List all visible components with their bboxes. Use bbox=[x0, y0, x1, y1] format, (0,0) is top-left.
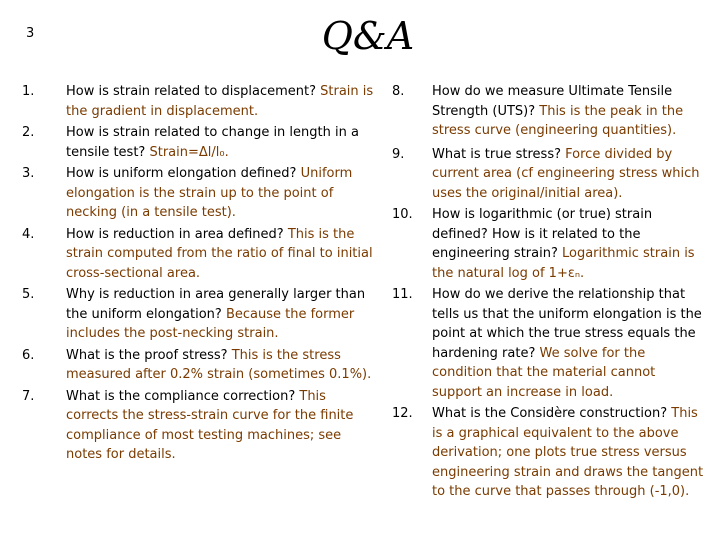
qa-item bbox=[392, 404, 704, 502]
left-column bbox=[22, 82, 380, 467]
qa-item bbox=[392, 145, 704, 204]
qa-number: 8. bbox=[392, 84, 405, 99]
qa-question: What is the proof stress? bbox=[66, 347, 228, 363]
qa-number: 4. bbox=[22, 226, 35, 242]
qa-question: How do we derive the relationship that tells us that the uniform elongation is the point at which the true stress equals the hardening rate? bbox=[432, 287, 702, 361]
qa-number: 6. bbox=[22, 347, 35, 363]
qa-answer: This corrects the stress-strain curve for the finite compliance of most testing machines; see notes for details. bbox=[66, 388, 354, 462]
qa-answer: This is a graphical equivalent to the above derivation; one plots true stress versus engineering strain and draws the tangent to the curve that passes through (-1,0). bbox=[432, 406, 704, 499]
qa-question: How is strain related to displacement? bbox=[66, 84, 316, 99]
qa-item bbox=[392, 205, 704, 283]
qa-item bbox=[392, 82, 704, 141]
qa-number: 1. bbox=[22, 84, 35, 99]
qa-number: 5. bbox=[22, 287, 35, 302]
qa-number: 2. bbox=[22, 125, 35, 140]
qa-question: How is uniform elongation defined? bbox=[66, 166, 297, 181]
slide-title: Q&A bbox=[321, 14, 415, 58]
qa-item bbox=[22, 123, 380, 162]
qa-number: 12. bbox=[392, 406, 413, 421]
qa-answer: We solve for the condition that the material cannot support an increase in load. bbox=[432, 345, 656, 400]
qa-answer: Because the former includes the post-necking strain. bbox=[66, 306, 355, 341]
qa-item bbox=[22, 82, 380, 121]
qa-question: What is true stress? bbox=[432, 146, 561, 162]
qa-answer: This is the stress measured after 0.2% strain (sometimes 0.1%). bbox=[66, 347, 372, 382]
right-column bbox=[392, 82, 704, 504]
qa-question: How is logarithmic (or true) strain defined? How is it related to the engineering strain? bbox=[432, 207, 653, 261]
qa-item bbox=[22, 164, 380, 223]
qa-question: How do we measure Ultimate Tensile Strength (UTS)? bbox=[432, 84, 673, 119]
qa-question: How is reduction in area defined? bbox=[66, 226, 284, 242]
qa-question: What is the compliance correction? bbox=[66, 388, 296, 404]
qa-number: 9. bbox=[392, 146, 405, 162]
qa-item bbox=[22, 225, 380, 284]
qa-question: How is strain related to change in length in a tensile test? bbox=[66, 125, 359, 160]
slide-number: 3 bbox=[26, 26, 35, 41]
qa-number: 3. bbox=[22, 166, 35, 181]
qa-question: What is the Considère construction? bbox=[432, 406, 668, 421]
qa-answer: Strain=Δl/l₀. bbox=[149, 144, 229, 160]
qa-answer: Logarithmic strain is the natural log of 1+εₙ. bbox=[432, 246, 695, 281]
qa-number: 10. bbox=[392, 207, 413, 222]
qa-answer: Strain is the gradient in displacement. bbox=[66, 84, 374, 119]
qa-answer: Force divided by current area (cf engineering stress which uses the original/initial area). bbox=[432, 146, 700, 201]
qa-answer: This is the strain computed from the ratio of final to initial cross-sectional area. bbox=[66, 226, 373, 281]
qa-item bbox=[392, 285, 704, 402]
qa-answer: This is the peak in the stress curve (engineering quantities). bbox=[432, 103, 684, 138]
qa-question: Why is reduction in area generally larger than the uniform elongation? bbox=[66, 287, 366, 322]
qa-item bbox=[22, 346, 380, 385]
qa-number: 11. bbox=[392, 287, 413, 302]
qa-item bbox=[22, 387, 380, 465]
qa-answer: Uniform elongation is the strain up to the point of necking (in a tensile test). bbox=[66, 166, 353, 220]
qa-number: 7. bbox=[22, 388, 35, 404]
qa-item bbox=[22, 285, 380, 344]
